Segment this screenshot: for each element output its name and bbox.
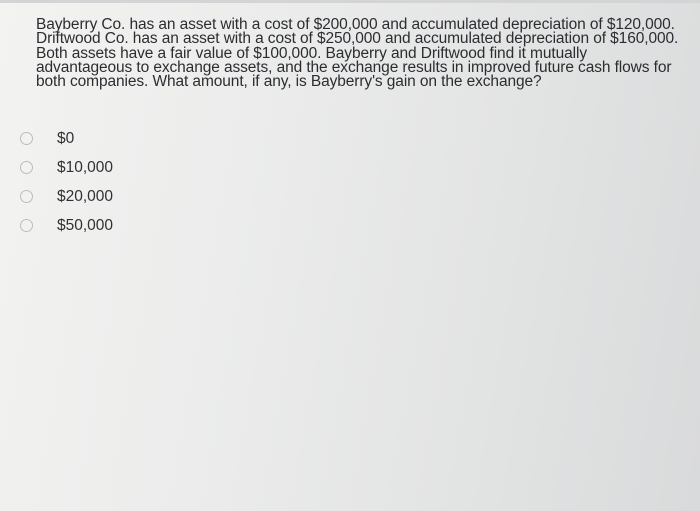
top-divider (0, 0, 700, 3)
answer-option-label: $10,000 (57, 158, 114, 176)
answer-options (20, 124, 320, 240)
answer-option-4[interactable] (20, 211, 320, 240)
answer-option-label: $50,000 (57, 216, 114, 234)
radio-button-icon[interactable] (20, 132, 33, 145)
answer-option-2[interactable] (20, 153, 320, 182)
radio-button-icon[interactable] (20, 161, 33, 174)
answer-option-3[interactable] (20, 182, 320, 211)
answer-option-label: $0 (57, 129, 75, 147)
radio-button-icon[interactable] (20, 190, 33, 203)
question-text: Bayberry Co. has an asset with a cost of $200,000 and accumulated depreciation of $120,000. Driftwood Co. has an asset with a cost of $250,000 and accumulated depreciation of $160,000. Both assets have a fair value of $100,000. Bayberry and Driftwood find it mutually advantageous to exchange assets, and the exchange results in improved future cash flows for both companies. What amount, if any, is Bayberry's gain on the exchange? (36, 16, 679, 91)
radio-button-icon[interactable] (20, 219, 33, 232)
answer-option-label: $20,000 (57, 187, 114, 205)
answer-option-1[interactable] (20, 124, 320, 153)
